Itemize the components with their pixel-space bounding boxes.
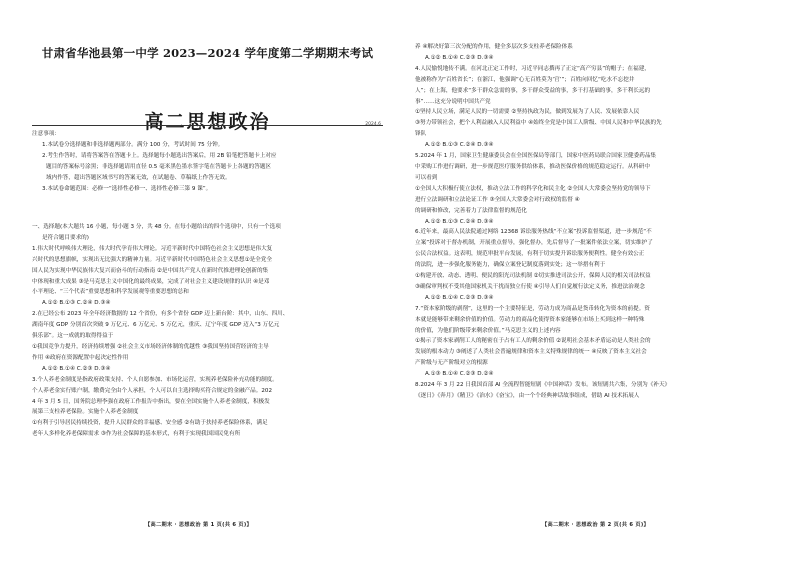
- question-line: 人”；在上海，他要求“多干群众急需的事，多干群众受益的事，多干打基础的事，多干利长远的: [415, 87, 651, 94]
- question-line: ①揭示了资本家剥削工人的秘密在于占有工人的剩余价值 ②说明社会基本矛盾运动是人类社会的: [415, 338, 651, 345]
- question-line: 老年人多样化养老保障需求 ③作为社会保障的基本形式，有利于实现我国国民免有所: [32, 431, 241, 438]
- exam-title: 甘肃省华池县第一中学 2023—2024 学年度第二学期期末考试: [41, 46, 374, 60]
- question-line: 立案”投诉对于督办机制，开展重点督导，强化督办，先后督导了一批案件依法立案，切实维护了: [415, 240, 653, 247]
- question-line: 兴时代的思想旗帜，实现出无比强大的精神力量。习近平新时代中国特色社会主义思想①是全党全: [32, 256, 272, 263]
- question-line: 展第三支柱养老保险。实施个人养老金制度: [32, 409, 139, 416]
- question-list-left: [32, 222, 383, 440]
- question-line: 事”……这充分说明中国共产党: [415, 98, 491, 105]
- exam-page-2: [397, 0, 794, 561]
- answer-options: A.①② B.①④ C.②③ D.③④: [425, 54, 494, 61]
- question-line: 4.人民愉悦地传不满。在河北正定工作时，习近平同志撰再了正定“高产穷县”的帽子；在福建，: [415, 65, 650, 72]
- question-line: 可以看到: [415, 174, 438, 181]
- header-rule: [32, 125, 383, 126]
- exam-date: 2024.6: [365, 122, 381, 127]
- question-line: ①全国人大积极行使立法权，推动立法工作的科学化和民主化 ②全国人大常委会坚持党的领导下: [415, 185, 651, 192]
- question-line: 作用 ④政府在资源配置中起决定性作用: [32, 354, 129, 361]
- question-line: 俱乐部”。这一成就的取得得益于: [32, 333, 114, 340]
- question-line: 个人养老金实行账户制，缴费完全由个人承担，个人可以自主选择购买符合规定的金融产品。202: [32, 387, 273, 394]
- note-item: 1.本试卷分选择题和非选择题两部分。满分 100 分，考试时间 75 分钟。: [42, 141, 224, 148]
- note-item: 域内作答，超出答题区域书写的答案无效，在试题卷、草稿纸上作答无效。: [46, 174, 231, 181]
- question-line: 的调研和修改，完善着力了法律监督的规范化: [415, 207, 527, 214]
- note-item: 3.本试卷命题范围：必修一“选择性必修一、选择性必修三第 9 课”。: [42, 185, 212, 192]
- question-line: 他被称作为“百姓省长”；在浙江，他强调“心无百姓莫为‘官’”；百姓向回忆“吃水不忘挖井: [415, 76, 635, 83]
- question-line: ①我国竞争力提升，经济持续增强 ②社会主义市场经济体制的优越性 ③我国坚持国营经济的主导: [32, 343, 269, 350]
- question-line: ①构建开放、动态、透明、便民的阳光司法机制 ②切实推进司法公开，保障人民的相关司法权益: [415, 273, 651, 280]
- question-line: 公民合法权益。这表明，规范审批平台发展，有利于切实提升诉讼服务便利性。健全有效公正: [415, 251, 645, 258]
- note-item: 2.考生作答时，请将答案答在答题卡上。选择题每小题选出答案后，用 2B 铅笔把答题卡上对应: [42, 152, 277, 159]
- question-line: ③努力带领社会，把个人利益融入人民利益中 ④始终全党是中国工人阶级、中国人民和中华民族的先: [415, 120, 662, 127]
- answer-options: A.①② B.①④ C.②③ D.③④: [42, 365, 111, 372]
- section-heading: 一、选择题(本大题共 16 小题，每小题 3 分，共 48 分。在每小题给出的四个选项中，只有一个选项: [32, 224, 281, 230]
- answer-options: A.①② B.①③ C.②④ D.③④: [425, 218, 494, 225]
- subject-title: 高二思想政治: [144, 111, 271, 133]
- question-line: 养 ④解决好第三次分配的作用，健全多层次多支柱养老保险体系: [415, 44, 573, 50]
- question-line: 1.伟大时代呼唤伟大理论，伟大时代孕育伟大理论。习近平新时代中国特色社会主义思想是伟大复: [32, 245, 273, 252]
- question-line: ③确保审判权不受其他国家机关干扰而独立行使 ④引导人们自觉履行法定义务，推进法治观念: [415, 283, 645, 290]
- question-line: 6.近年来，最高人民法院通过网络 12368 诉讼服务热线“不立案”投诉监督渠道，进一步规范“不: [415, 229, 652, 236]
- page-footer: 【高二期末 · 思想政治 第 1 页(共 6 页)】: [145, 522, 252, 528]
- question-line: 锋队: [415, 131, 427, 138]
- question-line: 进行立法调研和立法论证工作 ③全国人大常委会对行政权的监督 ④: [415, 196, 580, 203]
- question-line: 国人民为实现中华民族伟大复兴而奋斗的行动指南 ②是中国共产党人在新时代推进理论创新的集: [32, 267, 269, 274]
- question-line: 4 年 3 月 5 日，国务院总理李强在政府工作报告中指出，要在全国实施个人养老金制度，积极发: [32, 398, 270, 405]
- question-line: 湖南年度 GDP 分别首次突破 9 万亿元、6 万亿元、5 万亿元，重庆、辽宁年度 GDP 迈入“3 万亿元: [32, 322, 280, 329]
- answer-options: A.①② B.①③ C.②④ D.③④: [425, 142, 494, 149]
- question-line: 产阶级与无产阶级对立的根源: [415, 360, 488, 367]
- question-line: 发展的根本动力 ③阐述了人类社会普遍规律和资本主义特殊规律的统一 ④反映了资本主义社会: [415, 349, 647, 356]
- notes-section: [32, 129, 383, 194]
- question-line: 2.在已经公布 2023 年全年经济数据的 12 个省份，有多个省份 GDP 迈上新台阶：其中，山东、四川、: [32, 311, 289, 318]
- note-item: 题目的答案标号涂黑；非选择题请用直径 0.5 毫米黑色墨水签字笔在答题卡上各题的答题区: [46, 163, 272, 170]
- answer-options: A.①③ B.①④ C.②③ D.②④: [425, 371, 494, 378]
- question-line: 8.2024 年 3 月 22 日我国首部 AI 全流程智能短剧《中国神话》发布。该短剧共六集，分别为《补天》: [415, 382, 671, 389]
- question-line: 的法院，进一步强化服务能力，确保立案登记制度落到实处；这一举措有利于: [415, 262, 606, 269]
- question-line: 的价值，为他们阶级带来剩余价值。”马克思主义的上述内容: [415, 327, 561, 334]
- question-line: ①坚持人民立场，满足人民的一切需要 ②坚持执政为民，做到发展为了人民、发展依靠人民: [415, 109, 640, 116]
- question-line: 3.个人养老金制度是指政府政策支持、个人自愿参加、市场化运营，实现养老保险补充功能的制度。: [32, 376, 278, 383]
- section-heading-cont: 是符合题目要求的): [42, 234, 89, 241]
- notes-heading: 注意事项：: [32, 131, 60, 137]
- question-line: 《逐日》《奔月》《精卫》《治水》《奋宝》，由一个个经典神话故事组成，借助 AI 技术拓展人: [415, 393, 640, 399]
- question-line: 中体现和重大成果 ③是马克思主义中国化的最终成果，完成了对社会主义建设规律的认识 ④是邓: [32, 278, 270, 285]
- page-footer: 【高二期末 · 思想政治 第 2 页(共 6 页)】: [542, 522, 649, 528]
- question-line: 5.2024 年 1 月，国家卫生健康委员会在全国医保局等部门，国家中医药局联合国家卫健委药品集: [415, 153, 657, 160]
- question-line: 小平理论、“三个代表”重要思想和科学发展观等重要思想的总和: [32, 289, 189, 296]
- question-line: 中采购工作进行调研，进一步规范医疗服务供给体系，推动医保价格的规范稳定运行。从科研中: [415, 163, 650, 170]
- question-line: 7.“资本家阶级的剥削”，这里的一个主要特征是，劳动力成为商品是货币转化为资本的前提。资: [415, 305, 650, 312]
- question-line: ①有利于引导居民持续投资，提升人民群众的幸福感、安全感 ②有助于扶持养老保险体系，满足: [32, 420, 268, 427]
- answer-options: A.①② B.①③ C.②④ D.③④: [42, 300, 111, 307]
- answer-options: A.①② B.①④ C.②③ D.③④: [425, 294, 494, 301]
- question-list-right: [415, 42, 766, 402]
- question-line: 本就是能够带来剩余价值的价值。劳动力的商品化使得资本家能够在市场上买到这样一种特殊: [415, 316, 645, 323]
